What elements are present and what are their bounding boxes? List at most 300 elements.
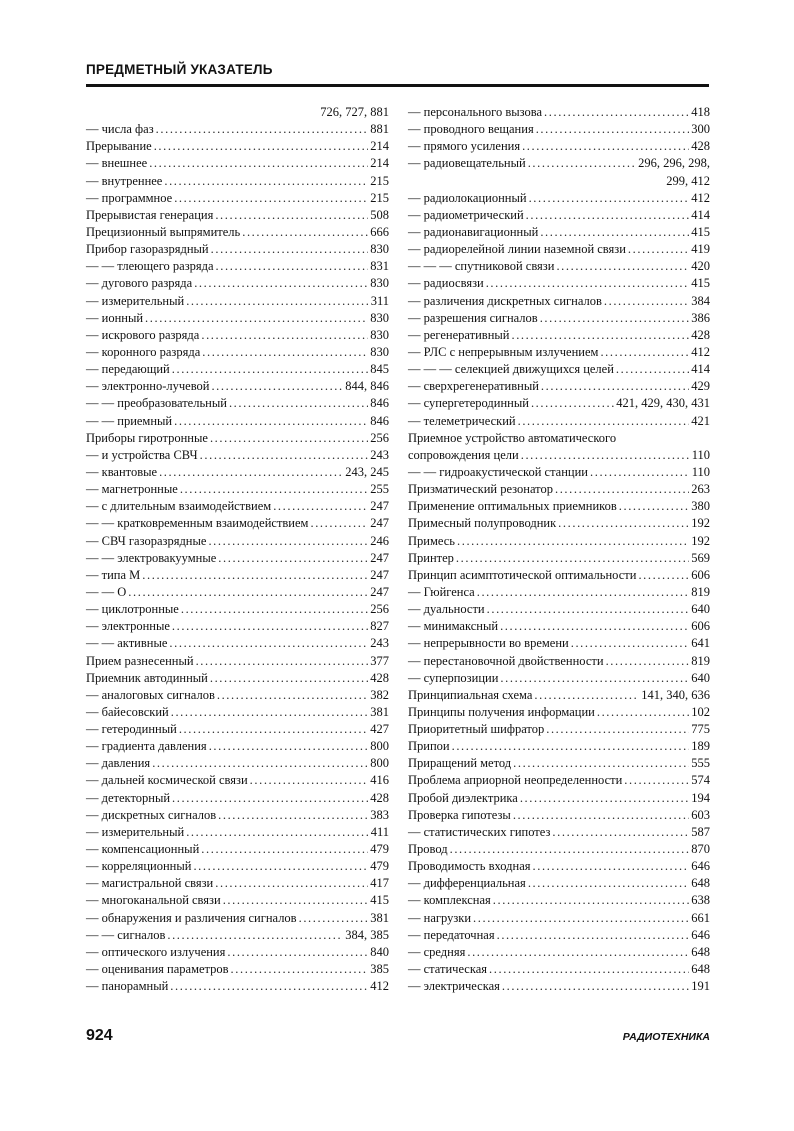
dot-leader — [511, 327, 689, 344]
dot-leader — [211, 241, 369, 258]
index-entry — [408, 635, 710, 652]
index-pages: 247 — [370, 550, 389, 565]
dot-leader — [546, 721, 689, 738]
index-pages: 110 — [691, 464, 710, 479]
index-pages: 587 — [691, 824, 710, 839]
index-term: — типа М — [86, 567, 141, 582]
dot-leader — [179, 721, 368, 738]
index-entry — [408, 207, 710, 224]
index-pages: 606 — [691, 567, 710, 582]
dot-leader — [616, 361, 689, 378]
index-pages: 606 — [691, 619, 710, 634]
dot-leader — [500, 618, 689, 635]
dot-leader — [186, 824, 369, 841]
index-term: — детекторный — [86, 790, 171, 805]
index-term: Проблема априорной неопределенности — [408, 773, 623, 788]
index-pages: 574 — [691, 773, 710, 788]
dot-leader — [149, 155, 368, 172]
index-pages: 247 — [370, 516, 389, 531]
dot-leader — [152, 755, 368, 772]
index-entry — [408, 892, 710, 909]
index-pages: 417 — [370, 876, 389, 891]
index-pages: 555 — [691, 756, 710, 771]
index-pages: 311 — [370, 293, 389, 308]
index-term: — статистических гипотез — [408, 824, 551, 839]
index-pages: 299, 412 — [666, 173, 710, 188]
index-term: — оценивания параметров — [86, 962, 229, 977]
index-pages: 247 — [370, 584, 389, 599]
dot-leader — [487, 601, 690, 618]
index-term: — дискретных сигналов — [86, 807, 217, 822]
dot-leader — [456, 550, 689, 567]
index-pages: 603 — [691, 807, 710, 822]
dot-leader — [533, 858, 690, 875]
index-entry — [86, 875, 389, 892]
index-pages: 381 — [370, 910, 389, 925]
index-pages: 377 — [370, 653, 389, 668]
index-entry — [86, 224, 389, 241]
dot-leader — [215, 875, 368, 892]
index-entry — [86, 927, 389, 944]
index-entry — [86, 670, 389, 687]
index-term: — нагрузки — [408, 910, 472, 925]
index-term: — — активные — [86, 636, 168, 651]
dot-leader — [193, 858, 368, 875]
index-pages: 191 — [691, 979, 710, 994]
index-term: — проводного вещания — [408, 122, 534, 137]
index-term: — — сигналов — [86, 927, 166, 942]
index-pages: 428 — [370, 670, 389, 685]
index-pages: 845 — [370, 362, 389, 377]
index-term: — сверхрегенеративный — [408, 379, 539, 394]
index-pages: 419 — [691, 242, 710, 257]
index-term: Прибор газоразрядный — [86, 242, 209, 257]
index-pages: 479 — [370, 859, 389, 874]
index-entry — [86, 824, 389, 841]
index-term: Проверка гипотезы — [408, 807, 511, 822]
index-entry — [408, 481, 710, 498]
dot-leader — [486, 275, 690, 292]
index-entry — [408, 755, 710, 772]
index-entry — [408, 224, 710, 241]
index-term: — внешнее — [86, 156, 148, 171]
dot-leader — [202, 344, 368, 361]
dot-leader — [606, 653, 690, 670]
index-pages: 214 — [370, 139, 389, 154]
index-term: — телеметрический — [408, 413, 516, 428]
dot-leader — [299, 910, 369, 927]
dot-leader — [555, 481, 689, 498]
dot-leader — [174, 190, 368, 207]
index-term: — регенеративный — [408, 327, 510, 342]
index-entry — [86, 635, 389, 652]
index-entry — [86, 258, 389, 275]
dot-leader — [200, 447, 369, 464]
dot-leader — [452, 738, 690, 755]
index-pages: 648 — [691, 876, 710, 891]
index-pages: 102 — [691, 704, 710, 719]
dot-leader — [208, 533, 368, 550]
index-pages: 775 — [691, 722, 710, 737]
index-column-left — [86, 104, 389, 995]
index-term: — дугового разряда — [86, 276, 193, 291]
dot-leader — [540, 310, 690, 327]
index-entry — [408, 944, 710, 961]
index-term: — панорамный — [86, 979, 169, 994]
index-term: — ионный — [86, 310, 144, 325]
index-term: Принципы получения информации — [408, 704, 595, 719]
page-number: 924 — [86, 1027, 113, 1044]
index-term: — — кратковременным взаимодействием — [86, 516, 309, 531]
index-entry — [86, 378, 389, 395]
index-entry — [86, 790, 389, 807]
index-term: сопровождения цели — [408, 447, 519, 462]
dot-leader — [156, 121, 369, 138]
index-pages: 421, 429, 430, 431 — [616, 396, 710, 411]
index-entry — [408, 395, 710, 412]
index-pages: 800 — [370, 739, 389, 754]
index-pages: 243 — [370, 447, 389, 462]
index-entry — [86, 721, 389, 738]
index-entry — [86, 550, 389, 567]
index-term: — внутреннее — [86, 173, 163, 188]
index-entry — [86, 361, 389, 378]
index-term: — разрешения сигналов — [408, 310, 538, 325]
dot-leader — [600, 344, 689, 361]
index-entry — [86, 755, 389, 772]
index-entry — [86, 533, 389, 550]
index-pages: 648 — [691, 944, 710, 959]
dot-leader — [172, 790, 368, 807]
dot-leader — [167, 927, 343, 944]
index-term: — радиовещательный — [408, 156, 526, 171]
index-term: — суперпозиции — [408, 670, 499, 685]
dot-leader — [522, 138, 689, 155]
index-entry — [408, 310, 710, 327]
index-entry — [86, 601, 389, 618]
index-pages: 247 — [370, 499, 389, 514]
index-entry — [408, 927, 710, 944]
index-pages: 421 — [691, 413, 710, 428]
dot-leader — [229, 395, 368, 412]
index-entry — [86, 841, 389, 858]
index-term: — РЛС с непрерывным излучением — [408, 344, 599, 359]
dot-leader — [209, 738, 369, 755]
index-entry — [408, 190, 710, 207]
index-entry — [86, 515, 389, 532]
index-pages: 844, 846 — [345, 379, 389, 394]
index-term: Приращений метод — [408, 756, 512, 771]
index-pages: 382 — [370, 687, 389, 702]
index-entry — [408, 173, 710, 190]
index-pages: 641 — [691, 636, 710, 651]
index-pages: 420 — [691, 259, 710, 274]
index-pages: 412 — [370, 979, 389, 994]
index-entry — [408, 327, 710, 344]
index-entry — [86, 241, 389, 258]
index-term: Призматический резонатор — [408, 482, 553, 497]
index-term: — числа фаз — [86, 122, 154, 137]
dot-leader — [493, 892, 689, 909]
index-pages: 881 — [370, 122, 389, 137]
dot-leader — [227, 944, 368, 961]
index-pages: 428 — [691, 327, 710, 342]
index-entry — [86, 687, 389, 704]
index-pages: 192 — [691, 533, 710, 548]
dot-leader — [513, 755, 689, 772]
dot-leader — [154, 138, 369, 155]
index-entry — [408, 653, 710, 670]
index-entry — [86, 772, 389, 789]
book-title: РАДИОТЕХНИКА — [622, 1031, 710, 1043]
index-term: — искрового разряда — [86, 327, 200, 342]
index-pages: 415 — [691, 224, 710, 239]
index-pages: 661 — [691, 910, 710, 925]
index-pages: 412 — [691, 190, 710, 205]
index-entry — [408, 567, 710, 584]
index-entry — [408, 687, 710, 704]
index-term: — градиента давления — [86, 739, 207, 754]
index-pages: 384 — [691, 293, 710, 308]
index-pages: 412 — [691, 344, 710, 359]
index-pages: 415 — [370, 893, 389, 908]
dot-leader — [210, 430, 368, 447]
index-pages: 640 — [691, 670, 710, 685]
dot-leader — [628, 241, 689, 258]
index-term: — с длительным взаимодействием — [86, 499, 272, 514]
dot-leader — [172, 618, 368, 635]
index-entry — [408, 430, 710, 447]
index-entry — [408, 447, 710, 464]
index-pages: 638 — [691, 893, 710, 908]
index-term: — — — спутниковой связи — [408, 259, 555, 274]
index-entry — [86, 190, 389, 207]
dot-leader — [528, 155, 636, 172]
index-term: Применение оптимальных приемников — [408, 499, 617, 514]
index-pages: 648 — [691, 962, 710, 977]
index-entry — [86, 344, 389, 361]
index-entry — [408, 275, 710, 292]
index-pages: 646 — [691, 927, 710, 942]
dot-leader — [171, 704, 369, 721]
dot-leader — [201, 327, 368, 344]
dot-leader — [450, 841, 690, 858]
index-pages: 830 — [370, 310, 389, 325]
index-entry — [86, 704, 389, 721]
index-entry — [86, 738, 389, 755]
dot-leader — [502, 978, 689, 995]
dot-leader — [604, 293, 689, 310]
dot-leader — [170, 978, 368, 995]
index-pages: 414 — [691, 207, 710, 222]
index-term: Примесь — [408, 533, 455, 548]
index-term: — — преобразовательный — [86, 396, 227, 411]
index-term: — программное — [86, 190, 173, 205]
index-term: — непрерывности во времени — [408, 636, 569, 651]
index-term: — средняя — [408, 944, 466, 959]
dot-leader — [217, 687, 368, 704]
index-term: — радиосвязи — [408, 276, 484, 291]
index-term: — комплексная — [408, 893, 491, 908]
index-pages: 192 — [691, 516, 710, 531]
index-term: — различения дискретных сигналов — [408, 293, 602, 308]
dot-leader — [211, 378, 343, 395]
index-entry — [86, 910, 389, 927]
dot-leader — [541, 378, 689, 395]
dot-leader — [231, 961, 369, 978]
index-term: — байесовский — [86, 704, 169, 719]
dot-leader — [215, 207, 368, 224]
index-pages: 819 — [691, 584, 710, 599]
dot-leader — [196, 653, 369, 670]
index-term: Приборы гиротронные — [86, 430, 208, 445]
index-entry — [408, 772, 710, 789]
index-entry — [408, 464, 710, 481]
index-entry — [408, 121, 710, 138]
dot-leader — [172, 361, 369, 378]
index-term: — циклотронные — [86, 602, 179, 617]
index-entry — [408, 961, 710, 978]
index-entry — [408, 258, 710, 275]
index-pages: 428 — [370, 790, 389, 805]
index-entry — [408, 721, 710, 738]
index-pages: 840 — [370, 944, 389, 959]
index-pages: 479 — [370, 842, 389, 857]
index-term: — перестановочной двойственности — [408, 653, 604, 668]
index-pages: 429 — [691, 379, 710, 394]
index-pages: 256 — [370, 602, 389, 617]
dot-leader — [500, 670, 689, 687]
index-entry — [86, 653, 389, 670]
index-pages: 830 — [370, 327, 389, 342]
index-pages: 243, 245 — [345, 464, 389, 479]
index-term: — — О — [86, 584, 127, 599]
dot-leader — [638, 567, 689, 584]
index-pages: 831 — [370, 259, 389, 274]
index-term: Принтер — [408, 550, 454, 565]
dot-leader — [526, 207, 690, 224]
index-term: Прерывание — [86, 139, 152, 154]
index-entry — [86, 567, 389, 584]
dot-leader — [218, 550, 368, 567]
dot-leader — [518, 413, 690, 430]
index-term: — давления — [86, 756, 151, 771]
index-pages: 427 — [370, 722, 389, 737]
index-entry — [86, 618, 389, 635]
index-term: Пробой диэлектрика — [408, 790, 518, 805]
dot-leader — [544, 104, 689, 121]
index-term: — СВЧ газоразрядные — [86, 533, 207, 548]
dot-leader — [529, 190, 690, 207]
index-entry — [86, 207, 389, 224]
index-entry — [408, 601, 710, 618]
index-term: — оптического излучения — [86, 944, 226, 959]
index-term: Приоритетный шифратор — [408, 722, 545, 737]
index-entry — [86, 173, 389, 190]
index-term: — — тлеющего разряда — [86, 259, 214, 274]
dot-leader — [201, 841, 368, 858]
index-pages: 819 — [691, 653, 710, 668]
dot-leader — [273, 498, 368, 515]
index-entry — [86, 413, 389, 430]
header-rule — [86, 84, 709, 87]
index-entry — [86, 430, 389, 447]
page-header-title: ПРЕДМЕТНЫЙ УКАЗАТЕЛЬ — [86, 62, 273, 77]
dot-leader — [142, 567, 368, 584]
index-term: — измерительный — [86, 293, 185, 308]
dot-leader — [489, 961, 689, 978]
index-pages: 830 — [370, 276, 389, 291]
dot-leader — [174, 413, 368, 430]
index-pages: 381 — [370, 704, 389, 719]
index-term: — — приемный — [86, 413, 173, 428]
index-pages: 194 — [691, 790, 710, 805]
dot-leader — [310, 515, 368, 532]
index-entry — [86, 395, 389, 412]
index-term: Принцип асимптотической оптимальности — [408, 567, 637, 582]
index-pages: 141, 340, 636 — [641, 687, 710, 702]
index-pages: 569 — [691, 550, 710, 565]
index-pages: 215 — [370, 173, 389, 188]
index-entry — [86, 464, 389, 481]
dot-leader — [571, 635, 690, 652]
index-entry — [86, 447, 389, 464]
index-entry — [408, 138, 710, 155]
index-entry — [86, 892, 389, 909]
index-term: Приемник автодинный — [86, 670, 208, 685]
index-pages: 214 — [370, 156, 389, 171]
index-term: Примесный полупроводник — [408, 516, 557, 531]
index-entry — [408, 790, 710, 807]
index-term: — обнаружения и различения сигналов — [86, 910, 297, 925]
index-entry — [86, 327, 389, 344]
dot-leader — [619, 498, 690, 515]
dot-leader — [534, 687, 639, 704]
index-term: — передаточная — [408, 927, 495, 942]
index-pages: 726, 727, 881 — [320, 105, 389, 119]
dot-leader — [242, 224, 368, 241]
index-pages: 246 — [370, 533, 389, 548]
dot-leader — [164, 173, 368, 190]
index-pages: 508 — [370, 207, 389, 222]
index-term: — аналоговых сигналов — [86, 687, 215, 702]
dot-leader — [218, 807, 368, 824]
index-pages: 416 — [370, 773, 389, 788]
index-term: Прием разнесенный — [86, 653, 194, 668]
index-term: Провод — [408, 842, 448, 857]
dot-leader — [180, 481, 368, 498]
index-term: — радиорелейной линии наземной связи — [408, 242, 626, 257]
index-pages: 296, 296, 298, — [638, 156, 710, 171]
index-pages: 255 — [370, 482, 389, 497]
index-term: — дуальности — [408, 602, 485, 617]
dot-leader — [531, 395, 614, 412]
index-term: — радиометрический — [408, 207, 524, 222]
index-term: Принципиальная схема — [408, 687, 533, 702]
index-pages: 110 — [691, 447, 710, 462]
index-entry — [86, 498, 389, 515]
index-entry — [86, 481, 389, 498]
index-pages: 383 — [370, 807, 389, 822]
index-entry — [408, 978, 710, 995]
dot-leader — [558, 515, 689, 532]
index-entry — [86, 584, 389, 601]
index-term: — компенсационный — [86, 842, 200, 857]
index-pages: 385 — [370, 962, 389, 977]
dot-leader — [467, 944, 689, 961]
index-entry — [408, 155, 710, 172]
dot-leader — [473, 910, 689, 927]
